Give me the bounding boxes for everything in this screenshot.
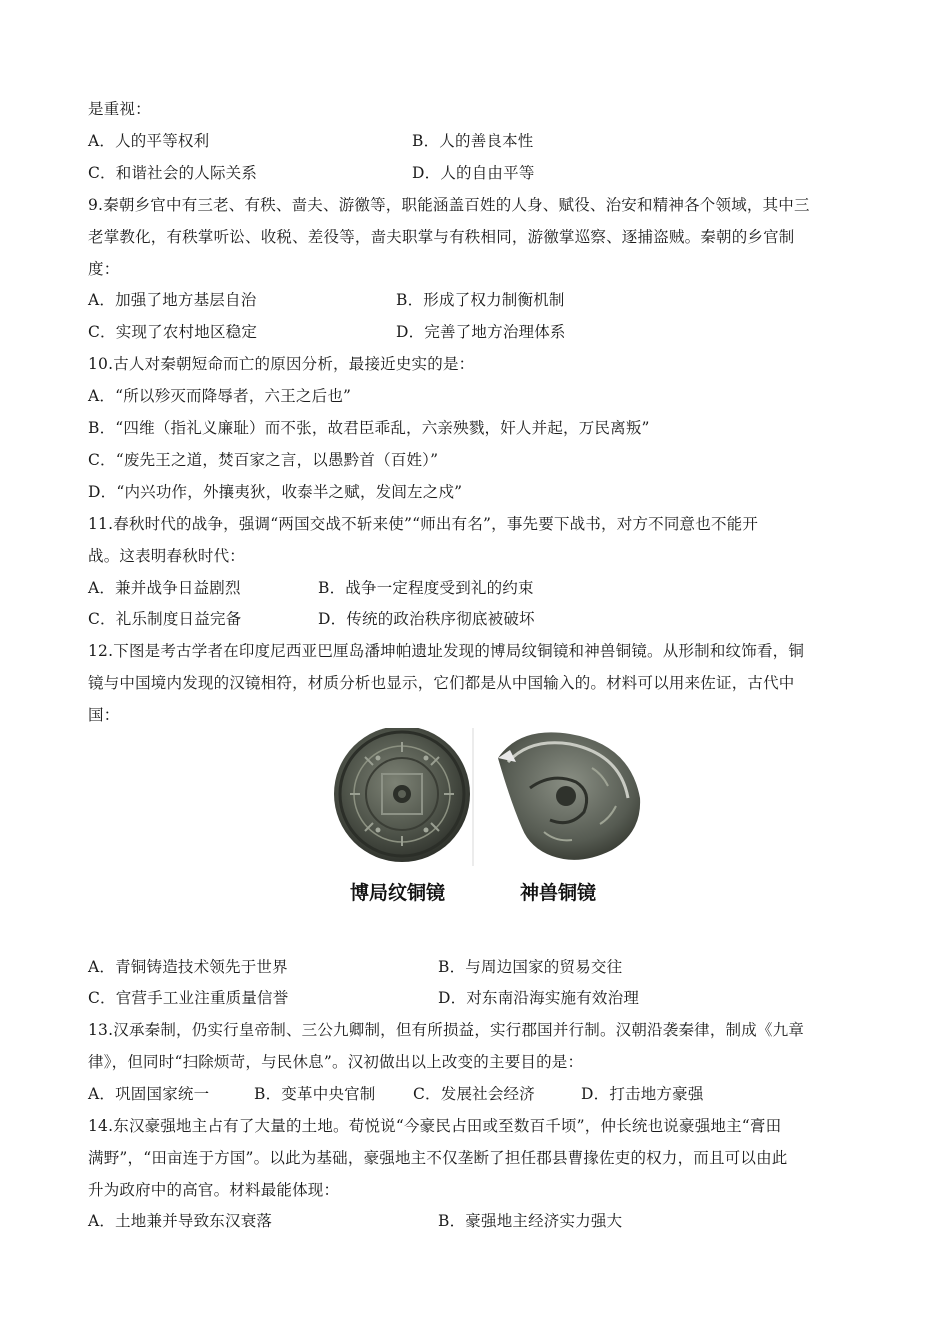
q10-option-b: B．“四维（指礼义廉耻）而不张，故君臣乖乱，六亲殃戮，奸人并起，万民离叛” [88,419,650,437]
q14-option-a: A．土地兼并导致东汉衰落 [88,1212,273,1230]
q9-stem-line-2: 老掌教化，有秩掌听讼、收税、差役等，啬夫职掌与有秩相同，游徼掌巡察、逐捕盗贼。秦朝的乡官制 [88,228,795,246]
q13-option-c: C．发展社会经济 [413,1085,535,1103]
bronze-mirrors-illustration [330,728,650,873]
q12-option-b: B．与周边国家的贸易交往 [438,958,623,976]
q10-option-a: A．“所以殄灭而降辱者，六王之后也” [88,387,352,405]
q14-stem-line-1: 14.东汉豪强地主占有了大量的土地。荀悦说“今豪民占田或至数百千顷”，仲长统也说豪强地主“膏田 [88,1117,782,1135]
q10-option-d: D．“内兴功作，外攘夷狄，收泰半之赋，发闾左之戍” [88,483,463,501]
q12-option-c: C．官营手工业注重质量信誉 [88,989,289,1007]
q13-stem-line-2: 律》，但同时“扫除烦苛，与民休息”。汉初做出以上改变的主要目的是： [88,1053,584,1071]
q8-option-b: B．人的善良本性 [412,132,534,150]
q14-option-b: B．豪强地主经济实力强大 [438,1212,623,1230]
q12-stem-line-2: 镜与中国境内发现的汉镜相符，材质分析也显示，它们都是从中国输入的。材料可以用来佐证，古代中 [88,674,795,692]
q11-option-a: A．兼并战争日益剧烈 [88,579,241,597]
q8-option-a: A．人的平等权利 [88,132,210,150]
q12-option-a: A．青铜铸造技术领先于世界 [88,958,288,976]
q13-option-a: A．巩固国家统一 [88,1085,210,1103]
q8-option-d: D．人的自由平等 [412,164,535,182]
q11-stem-line-1: 11.春秋时代的战争，强调“两国交战不斩来使”“师出有名”，事先要下战书，对方不同意也不能开 [88,515,759,533]
q8-option-c: C．和谐社会的人际关系 [88,164,258,182]
shenshou-mirror-caption: 神兽铜镜 [520,882,597,904]
q10-stem: 10.古人对秦朝短命而亡的原因分析，最接近史实的是： [88,355,475,373]
q12-stem-line-3: 国： [88,706,120,724]
shenshou-mirror-image [498,732,640,859]
q9-option-c: C．实现了农村地区稳定 [88,323,258,341]
q11-option-d: D．传统的政治秩序彻底被破坏 [318,610,535,628]
q11-option-c: C．礼乐制度日益完备 [88,610,242,628]
q14-stem-line-3: 升为政府中的高官。材料最能体现： [88,1181,340,1199]
q14-stem-line-2: 满野”，“田亩连于方国”。以此为基础，豪强地主不仅垄断了担任郡县曹掾佐吏的权力，而且可以由此 [88,1149,788,1167]
boju-mirror-caption: 博局纹铜镜 [350,882,446,904]
q9-option-d: D．完善了地方治理体系 [396,323,566,341]
q11-option-b: B．战争一定程度受到礼的约束 [318,579,534,597]
q8-stem-tail: 是重视： [88,100,151,118]
boju-mirror-image [334,728,470,862]
q13-stem-line-1: 13.汉承秦制，仍实行皇帝制、三公九卿制，但有所损益，实行郡国并行制。汉朝沿袭秦律，制成《九章 [88,1021,805,1039]
q9-option-a: A．加强了地方基层自治 [88,291,257,309]
q12-stem-line-1: 12.下图是考古学者在印度尼西亚巴厘岛潘坤帕遗址发现的博局纹铜镜和神兽铜镜。从形制和纹饰看，铜 [88,642,805,660]
q9-option-b: B．形成了权力制衡机制 [396,291,565,309]
q11-stem-line-2: 战。这表明春秋时代： [88,547,246,565]
bronze-mirrors-figure [330,728,650,908]
q12-option-d: D．对东南沿海实施有效治理 [438,989,640,1007]
q9-stem-line-3: 度： [88,260,120,278]
q13-option-d: D．打击地方豪强 [581,1085,704,1103]
q9-stem-line-1: 9.秦朝乡官中有三老、有秩、啬夫、游徼等，职能涵盖百姓的人身、赋役、治安和精神各个领域，其中三 [88,196,810,214]
q13-option-b: B．变革中央官制 [254,1085,376,1103]
q10-option-c: C．“废先王之道，焚百家之言，以愚黔首（百姓）” [88,451,439,469]
